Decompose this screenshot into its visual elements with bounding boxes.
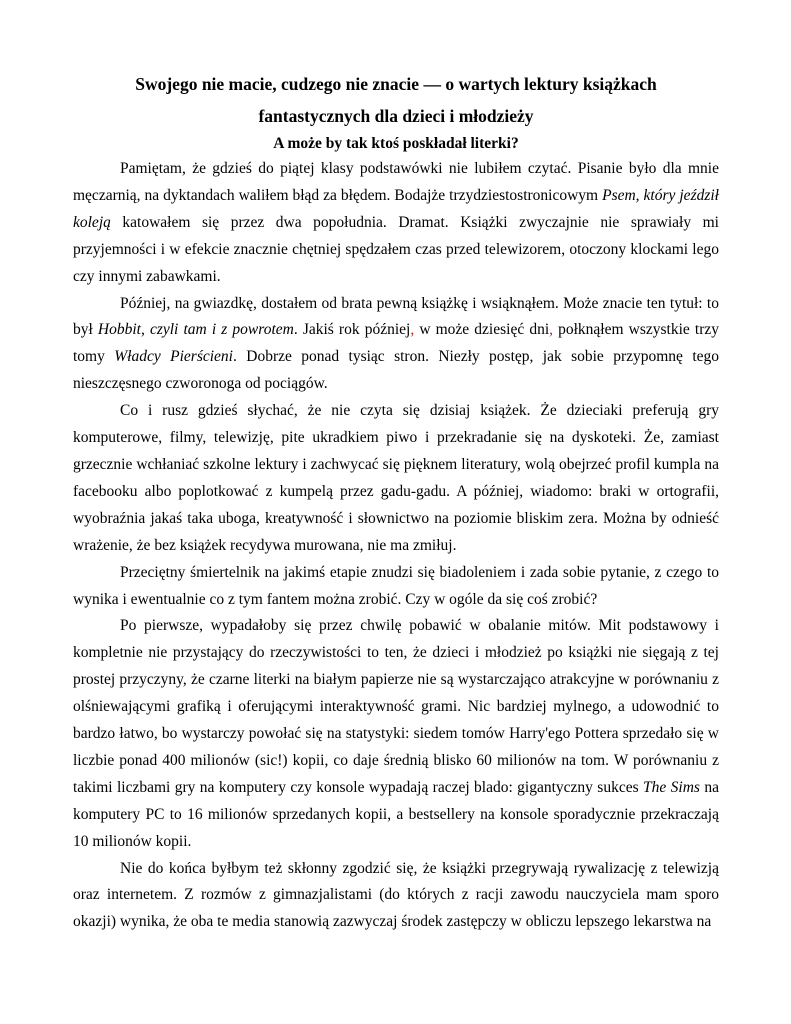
paragraph-text: . Dobrze ponad tysiąc stron. Niezły postęp, jak sobie przypomnę tego nieszczęsnego czworonoga od pociągów. xyxy=(73,348,720,393)
paragraph-text: Nie do końca byłbym też skłonny zgodzić się, że książki przegrywają rywalizację z telewizją oraz internetem. Z rozmów z gimnazjalistami (do których z racji zawodu nauczyciela mam sporo okazji) wynika, że oba te media stanowią zazwyczaj środek zastępczy w obliczu lepszego lekarstwa na xyxy=(73,859,719,931)
article-title-line-2: fantastycznych dla dzieci i młodzieży xyxy=(258,106,534,126)
paragraph-text: Po pierwsze, wypadałoby się przez chwilę pobawić w obalanie mitów. Mit podstawowy i kompletnie nie przystający do rzeczywistości to ten, że dzieci i młodzież po książki nie sięgają z tej prostej przyczyny, że czarne literki na białym papierze nie są wystarczająco atrakcyjne w porównaniu z olśniewającymi grafiką i oferującymi interaktywność grami. Nic bardziej mylnego, a udowodnić to bardzo łatwo, bo wystarczy powołać się na statystyki: siedem tomów Harry'ego Pottera sprzedało się w liczbie ponad 400 milionów (sic!) kopii, co daje średnią blisko 60 milionów na tom. W porównaniu z takimi liczbami gry na komputery czy konsole wypadają raczej blado: gigantyczny sukces xyxy=(73,617,719,796)
highlighted-comma: , xyxy=(549,321,553,339)
book-title: Psem, który jeździł koleją xyxy=(73,186,719,231)
paragraph-text: . Jakiś rok później xyxy=(293,321,411,339)
book-title: Władcy Pierścieni xyxy=(114,348,233,366)
paragraph-text: Przeciętny śmiertelnik na jakimś etapie znudzi się biadoleniem i zada sobie pytanie, z czego to wynika i ewentualnie co z tym fantem można zrobić. Czy w ogóle da się coś zrobić? xyxy=(73,563,719,608)
paragraph-2 xyxy=(73,291,719,399)
paragraph-text: Co i rusz gdzieś słychać, że nie czyta się dzisiaj książek. Że dzieciaki preferują gry komputerowe, filmy, telewizję, pite ukradkiem piwo i przekradanie się na dyskoteki. Że, zamiast grzecznie wchłaniać szkolne lektury i zachwycać się pięknem literatury, wolą obejrzeć profil kumpla na facebooku albo poplotkować z kumpelą przez gadu-gadu. A później, wiadomo: braki w ortografii, wyobraźnia jakaś taka uboga, kreatywność i słownictwo na poziomie bliskim zera. Można by odnieść wrażenie, że bez książek recydywa murowana, nie ma zmiłuj. xyxy=(73,402,719,554)
paragraph-3 xyxy=(73,398,719,559)
game-title: The Sims xyxy=(643,778,700,796)
article-title xyxy=(73,68,719,132)
article-subtitle: A może by tak ktoś poskładał literki? xyxy=(273,135,519,152)
document-page xyxy=(73,68,719,936)
paragraph-1 xyxy=(73,156,719,291)
book-title: Hobbit, czyli tam i z powrotem xyxy=(97,321,294,339)
paragraph-4 xyxy=(73,560,719,614)
article-title-line-1: Swojego nie macie, cudzego nie znacie — o wartych lektury książkach xyxy=(135,74,657,94)
highlighted-comma: , xyxy=(410,321,415,339)
paragraph-text: w może dziesięć dni xyxy=(414,321,550,339)
paragraph-text: połknąłem wszystkie trzy tomy xyxy=(73,321,719,366)
paragraph-text: katowałem się przez dwa popołudnia. Dramat. Książki zwyczajnie nie sprawiały mi przyjemności i w efekcie znacznie chętniej spędzałem czas przed telewizorem, otoczony klockami lego czy innymi zabawkami. xyxy=(73,213,719,285)
paragraph-5 xyxy=(73,613,719,855)
paragraph-text: na komputery PC to 16 milionów sprzedanych kopii, a bestsellery na konsole sporadycznie przekraczają 10 milionów kopii. xyxy=(73,778,719,850)
paragraph-6 xyxy=(73,856,719,937)
paragraph-text: Pamiętam, że gdzieś do piątej klasy podstawówki nie lubiłem czytać. Pisanie było dla mnie męczarnią, na dyktandach waliłem błąd za błędem. Bodajże trzydziestostronicowym xyxy=(73,160,719,204)
paragraph-text: Później, na gwiazdkę, dostałem od brata pewną książkę i wsiąknąłem. Może znacie ten tytuł: to był xyxy=(73,294,719,339)
